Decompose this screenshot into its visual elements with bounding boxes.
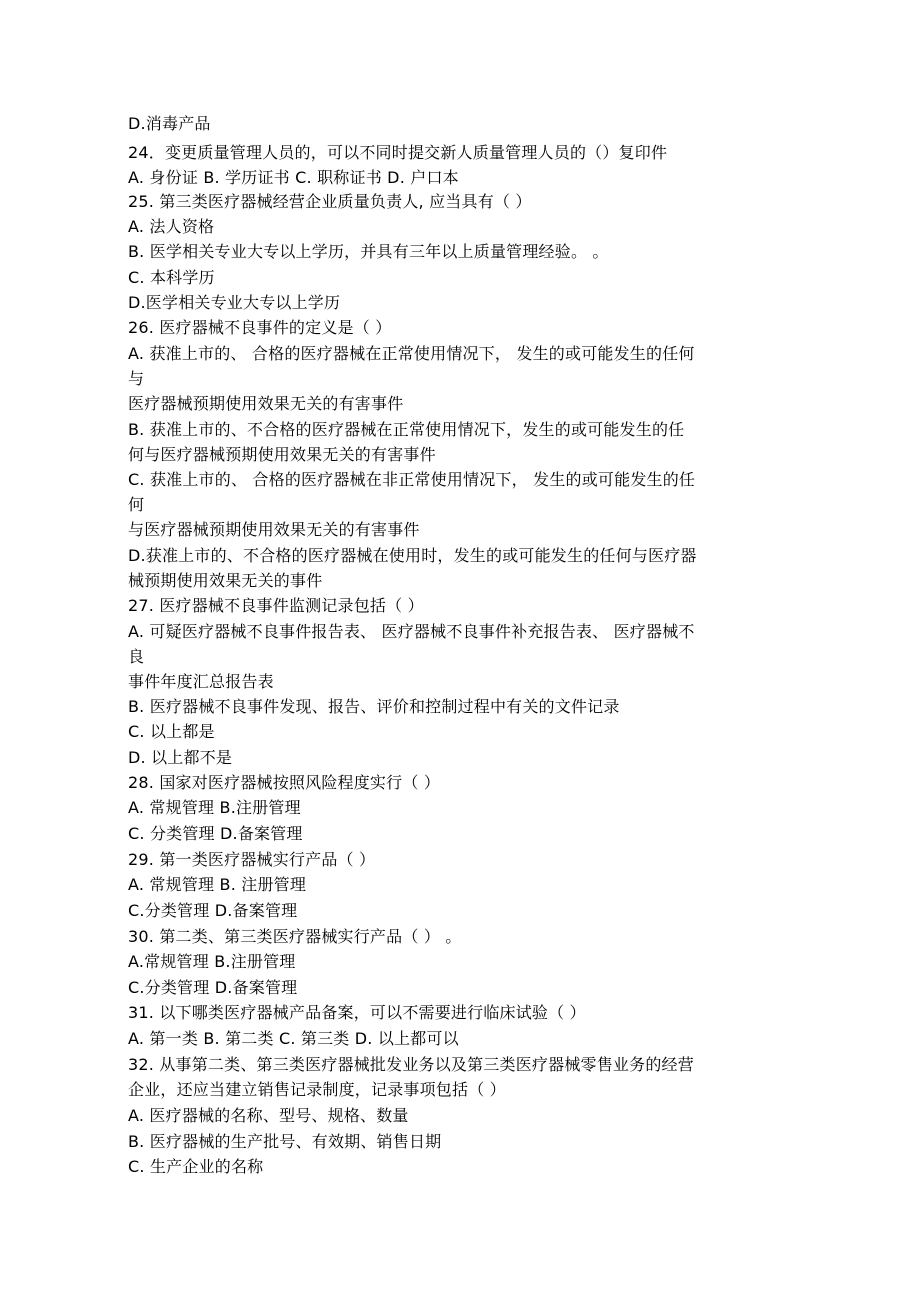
option-c-q26-line2: 何 <box>128 495 145 514</box>
options-q30-line2: C.分类管理 D.备案管理 <box>128 978 298 997</box>
option-c-q27: C. 以上都是 <box>128 722 215 741</box>
options-q28-line1: A. 常规管理 B.注册管理 <box>128 798 301 817</box>
option-d-q25: D.医学相关专业大专以上学历 <box>128 293 341 312</box>
option-c-q25: C. 本科学历 <box>128 268 215 287</box>
option-b-q32: B. 医疗器械的生产批号、有效期、销售日期 <box>128 1132 442 1151</box>
options-q28-line2: C. 分类管理 D.备案管理 <box>128 824 303 843</box>
options-q29-line2: C.分类管理 D.备案管理 <box>128 901 298 920</box>
option-b-q25: B. 医学相关专业大专以上学历，并具有三年以上质量管理经验。 。 <box>128 242 609 261</box>
option-c-q32: C. 生产企业的名称 <box>128 1157 264 1176</box>
option-d-q26-line2: 械预期使用效果无关的事件 <box>128 571 323 590</box>
option-a-q32: A. 医疗器械的名称、型号、规格、数量 <box>128 1106 409 1125</box>
option-c-q26-line3: 与医疗器械预期使用效果无关的有害事件 <box>128 520 420 539</box>
question-30: 30. 第二类、第三类医疗器械实行产品（ ） 。 <box>128 927 462 946</box>
options-q29-line1: A. 常规管理 B. 注册管理 <box>128 875 307 894</box>
options-q30-line1: A.常规管理 B.注册管理 <box>128 952 296 971</box>
option-a-q27-line3: 事件年度汇总报告表 <box>128 672 274 691</box>
option-d-q27: D. 以上都不是 <box>128 748 233 767</box>
option-b-q27: B. 医疗器械不良事件发现、报告、评价和控制过程中有关的文件记录 <box>128 697 620 716</box>
option-b-q26-line2: 何与医疗器械预期使用效果无关的有害事件 <box>128 445 436 464</box>
question-28: 28. 国家对医疗器械按照风险程度实行（ ） <box>128 773 441 792</box>
option-a-q26-line1: A. 获准上市的、 合格的医疗器械在正常使用情况下， 发生的或可能发生的任何 <box>128 344 695 363</box>
option-a-q26-line2: 与 <box>128 369 145 388</box>
option-a-q25: A. 法人资格 <box>128 217 215 236</box>
question-29: 29. 第一类医疗器械实行产品（ ） <box>128 850 376 869</box>
question-32-line2: 企业，还应当建立销售记录制度，记录事项包括（ ） <box>128 1080 506 1099</box>
question-24: 24．变更质量管理人员的，可以不同时提交新人质量管理人员的（）复印件 <box>128 143 668 162</box>
options-q31: A. 第一类 B. 第二类 C. 第三类 D. 以上都可以 <box>128 1029 459 1048</box>
option-c-q26-line1: C. 获准上市的、 合格的医疗器械在非正常使用情况下， 发生的或可能发生的任 <box>128 470 696 489</box>
question-31: 31. 以下哪类医疗器械产品备案，可以不需要进行临床试验（ ） <box>128 1003 586 1022</box>
option-d-q26-line1: D.获准上市的、不合格的医疗器械在使用时，发生的或可能发生的任何与医疗器 <box>128 546 697 565</box>
option-a-q27-line1: A. 可疑医疗器械不良事件报告表、 医疗器械不良事件补充报告表、 医疗器械不 <box>128 622 695 641</box>
question-25: 25. 第三类医疗器械经营企业质量负责人, 应当具有（ ） <box>128 192 532 211</box>
options-q24: A. 身份证 B. 学历证书 C. 职称证书 D. 户口本 <box>128 168 459 187</box>
option-a-q26-line3: 医疗器械预期使用效果无关的有害事件 <box>128 394 404 413</box>
option-d-q23: D.消毒产品 <box>128 114 211 133</box>
option-a-q27-line2: 良 <box>128 647 145 666</box>
option-b-q26-line1: B. 获准上市的、不合格的医疗器械在正常使用情况下，发生的或可能发生的任 <box>128 420 685 439</box>
question-26: 26. 医疗器械不良事件的定义是（ ） <box>128 318 392 337</box>
question-27: 27. 医疗器械不良事件监测记录包括（ ） <box>128 596 424 615</box>
question-32-line1: 32. 从事第二类、第三类医疗器械批发业务以及第三类医疗器械零售业务的经营 <box>128 1055 694 1074</box>
